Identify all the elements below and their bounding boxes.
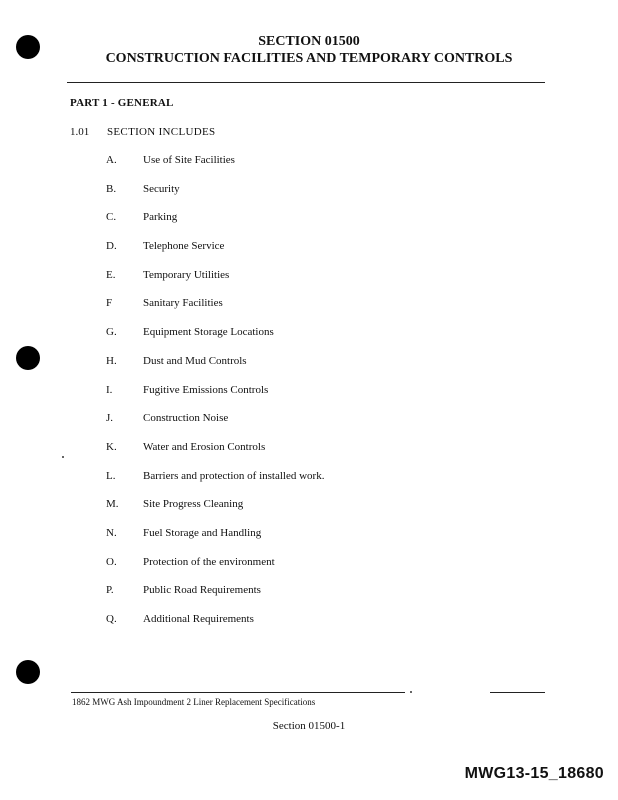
footer-rule-left [71, 692, 405, 693]
list-item-text: Equipment Storage Locations [143, 326, 274, 338]
scan-speck [62, 456, 64, 458]
binder-hole-bottom [16, 660, 40, 684]
part-heading: PART 1 - GENERAL [70, 97, 174, 109]
list-item-text: Dust and Mud Controls [143, 355, 247, 367]
article-number: 1.01 [70, 126, 90, 138]
list-item-letter: G. [106, 326, 117, 338]
list-item-text: Protection of the environment [143, 556, 275, 568]
list-item-letter: M. [106, 498, 119, 510]
list-item-letter: L. [106, 470, 116, 482]
footer-rule-right [490, 692, 545, 693]
list-item-text: Barriers and protection of installed work. [143, 470, 325, 482]
footer-speck [410, 691, 412, 693]
list-item-letter: O. [106, 556, 117, 568]
list-item-text: Site Progress Cleaning [143, 498, 244, 510]
list-item-text: Fugitive Emissions Controls [143, 384, 269, 396]
list-item-letter: F [106, 297, 113, 309]
footer-spec-title: 1862 MWG Ash Impoundment 2 Liner Replacement Specifications [72, 697, 316, 707]
list-item-letter: Q. [106, 613, 117, 625]
list-item-letter: A. [106, 154, 117, 166]
list-item-text: Sanitary Facilities [143, 297, 223, 309]
list-item-text: Security [143, 183, 180, 195]
list-item-letter: E. [106, 269, 116, 281]
section-number: SECTION 01500 [258, 34, 360, 49]
list-item-letter: N. [106, 527, 117, 539]
page-number: Section 01500-1 [272, 720, 346, 732]
list-item-letter: I. [106, 384, 113, 396]
list-item-text: Construction Noise [143, 412, 229, 424]
list-item-letter: J. [106, 412, 114, 424]
list-item-text: Telephone Service [143, 240, 225, 252]
list-item-text: Fuel Storage and Handling [143, 527, 262, 539]
section-title: CONSTRUCTION FACILITIES AND TEMPORARY CONTROLS [105, 51, 513, 66]
article-title: SECTION INCLUDES [107, 126, 216, 138]
list-item-letter: B. [106, 183, 117, 195]
header-rule [67, 82, 545, 83]
list-item-text: Public Road Requirements [143, 584, 261, 596]
binder-hole-middle [16, 346, 40, 370]
list-item-letter: D. [106, 240, 117, 252]
list-item-letter: K. [106, 441, 117, 453]
document-id-stamp: MWG13-15_18680 [464, 765, 604, 782]
list-item-text: Use of Site Facilities [143, 154, 235, 166]
list-item-letter: H. [106, 355, 117, 367]
list-item-text: Parking [143, 211, 178, 223]
list-item-text: Additional Requirements [143, 613, 254, 625]
list-item-text: Temporary Utilities [143, 269, 230, 281]
list-item-letter: P. [106, 584, 114, 596]
list-item-letter: C. [106, 211, 117, 223]
list-item-text: Water and Erosion Controls [143, 441, 266, 453]
